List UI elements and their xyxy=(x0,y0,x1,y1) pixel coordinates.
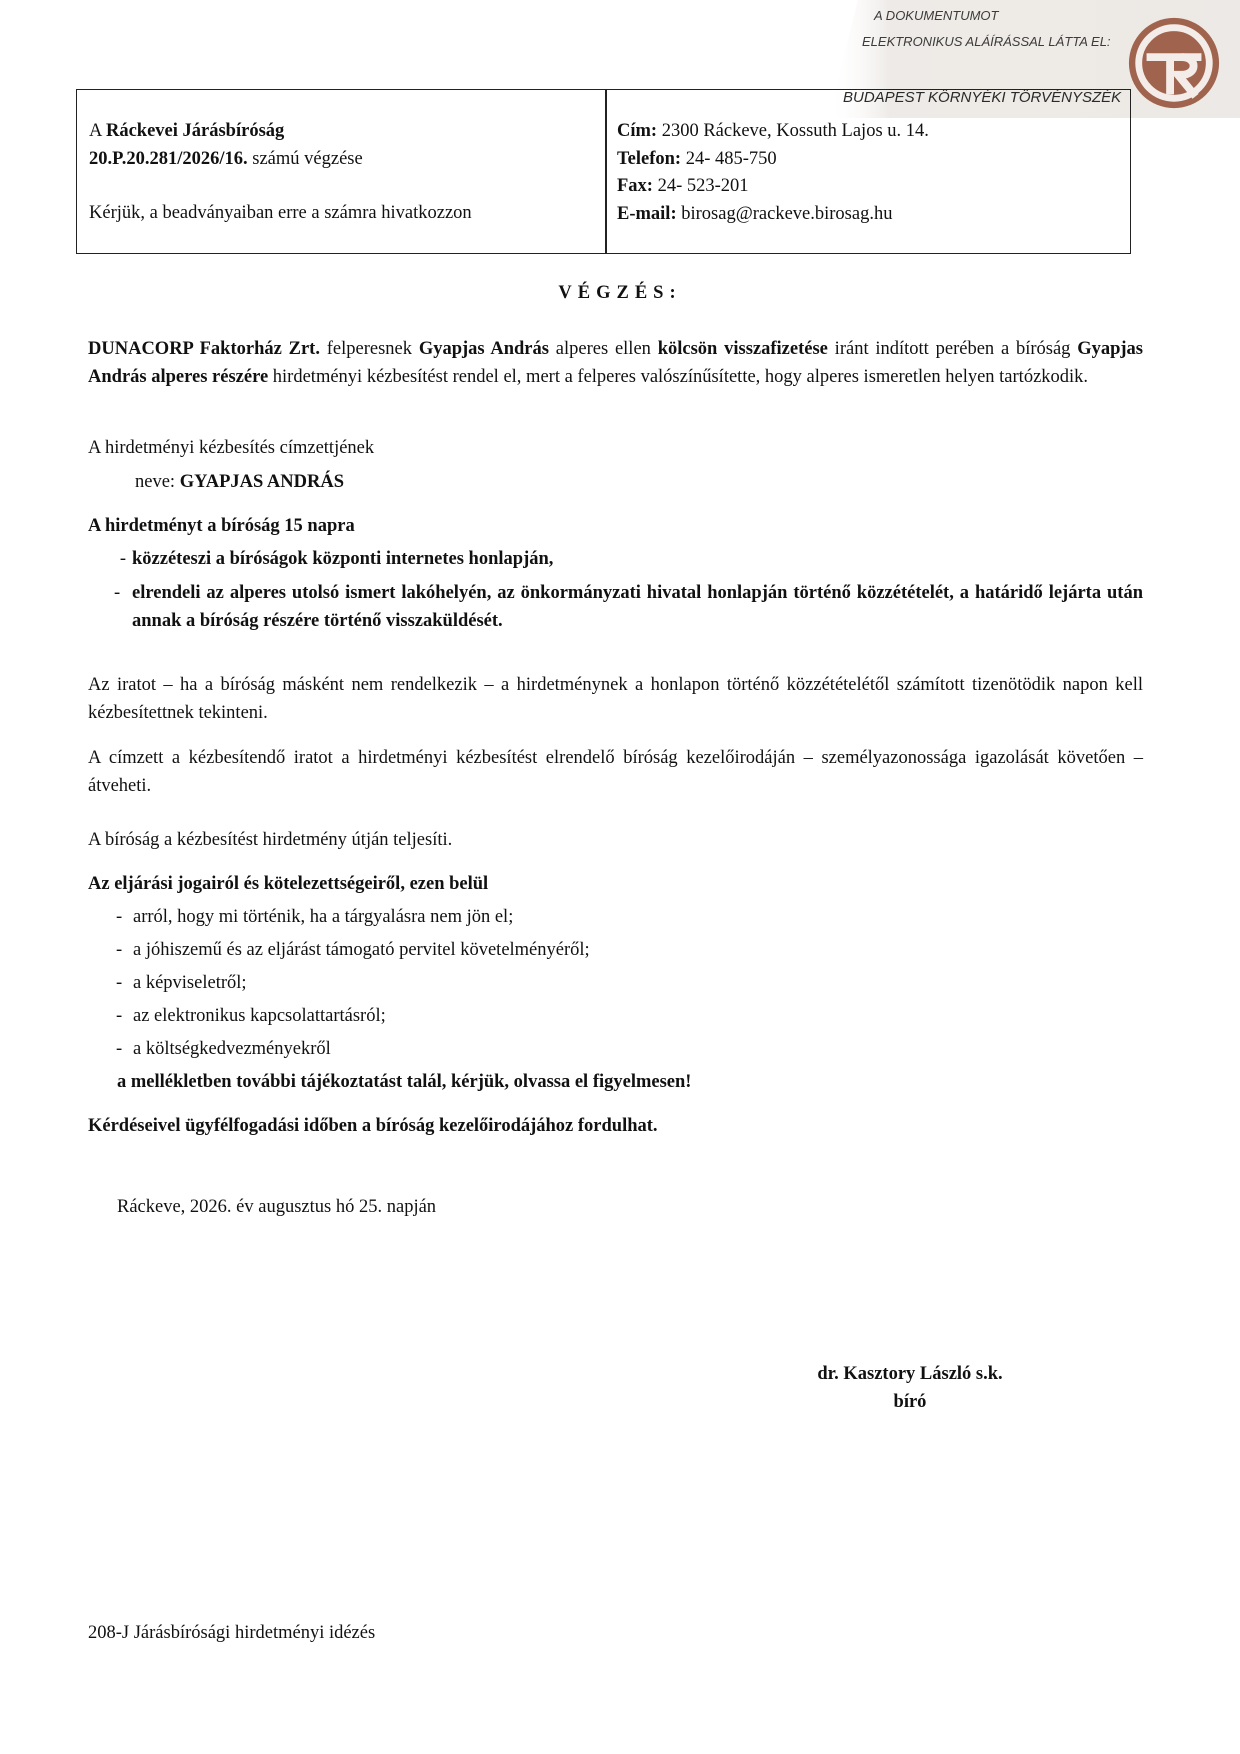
paragraph-pickup: A címzett a kézbesítendő iratot a hirdetményi kézbesítést elrendelő bíróság kezelőirodáján – személyazonossága igazolását követően – átveheti. xyxy=(88,748,1143,796)
date-place: Ráckeve, 2026. év augusztus hó 25. napján xyxy=(117,1197,437,1217)
rights-list-item: - a költségkedvezményekről xyxy=(116,1039,331,1059)
court-line: A Ráckevei Járásbíróság xyxy=(89,121,285,141)
paragraph-delivery-method: A bíróság a kézbesítést hirdetmény útján teljesíti. xyxy=(88,830,453,850)
case-info-cell xyxy=(89,118,589,228)
recipient-name-line: neve: GYAPJAS ANDRÁS xyxy=(135,472,344,492)
contact-info-cell xyxy=(617,118,1117,228)
judge-name: dr. Kasztory László s.k. xyxy=(817,1364,1003,1384)
publication-heading: A hirdetményt a bíróság 15 napra xyxy=(88,516,355,536)
recipient-label: A hirdetményi kézbesítés címzettjének xyxy=(88,438,375,458)
rights-heading: Az eljárási jogairól és kötelezettségeiről, ezen belül xyxy=(88,874,489,894)
intro-paragraph: DUNACORP Faktorház Zrt. felperesnek Gyapjas András alperes ellen kölcsön visszafizetése iránt indított perében a bíróság Gyapjas András alperes részére hirdetményi kézbesítést rendel el, mert a felperes valószínűsítette, hogy alperes ismeretlen helyen tartózkodik. xyxy=(88,339,1143,387)
rights-list-item: - az elektronikus kapcsolattartásról; xyxy=(116,1006,386,1026)
rights-list-item: - a jóhiszemű és az eljárást támogató pervitel követelményéről; xyxy=(116,940,590,960)
recipient-name: GYAPJAS ANDRÁS xyxy=(179,472,344,492)
fax-line: Fax: 24- 523-201 xyxy=(617,176,749,196)
stamp-line-1: A DOKUMENTUMOT xyxy=(874,8,999,23)
reference-note: Kérjük, a beadványaiban erre a számra hivatkozzon xyxy=(89,203,472,223)
case-header-table xyxy=(76,89,1131,254)
stamp-issuer: BUDAPEST KÖRNYÉKI TÖRVÉNYSZÉK xyxy=(843,89,1122,106)
rights-closing: a mellékletben további tájékoztatást talál, kérjük, olvassa el figyelmesen! xyxy=(117,1072,692,1092)
header-divider xyxy=(605,90,607,253)
document-title: VÉGZÉS: xyxy=(558,283,682,303)
stamp-line-2: ELEKTRONIKUS ALÁÍRÁSSAL LÁTTA EL: xyxy=(862,34,1111,49)
paragraph-delivery-date: Az iratot – ha a bíróság másként nem rendelkezik – a hirdetménynek a honlapon történő közzétételétől számított tizenötödik napon kell kézbesítettnek tekinteni. xyxy=(88,675,1143,723)
rights-list xyxy=(88,904,1143,1069)
publication-item-2: - elrendeli az alperes utolsó ismert lakóhelyén, az önkormányzati hivatal honlapján történő közzétételét, a határidő lejárta után annak a bíróság részére történő visszaküldését. xyxy=(114,583,1143,631)
email-line: E-mail: birosag@rackeve.birosag.hu xyxy=(617,203,893,224)
court-seal-icon xyxy=(1125,14,1223,112)
questions-note: Kérdéseivel ügyfélfogadási időben a bíróság kezelőirodájához fordulhat. xyxy=(88,1116,658,1136)
signature-block xyxy=(790,1361,1030,1416)
rights-list-item: - arról, hogy mi történik, ha a tárgyalásra nem jön el; xyxy=(116,907,514,927)
address-line: Cím: 2300 Ráckeve, Kossuth Lajos u. 14. xyxy=(617,121,929,141)
form-code-footer: 208-J Járásbírósági hirdetményi idézés xyxy=(88,1623,376,1643)
case-number-line: 20.P.20.281/2026/16. számú végzése xyxy=(89,148,363,169)
case-number: 20.P.20.281/2026/16. xyxy=(89,148,248,169)
publication-item-1: - közzéteszi a bíróságok központi internetes honlapján, xyxy=(119,549,554,569)
judge-role: bíró xyxy=(893,1391,927,1412)
rights-list-item: - a képviseletről; xyxy=(116,973,247,993)
court-name: Ráckevei Járásbíróság xyxy=(105,121,285,141)
phone-line: Telefon: 24- 485-750 xyxy=(617,148,777,169)
